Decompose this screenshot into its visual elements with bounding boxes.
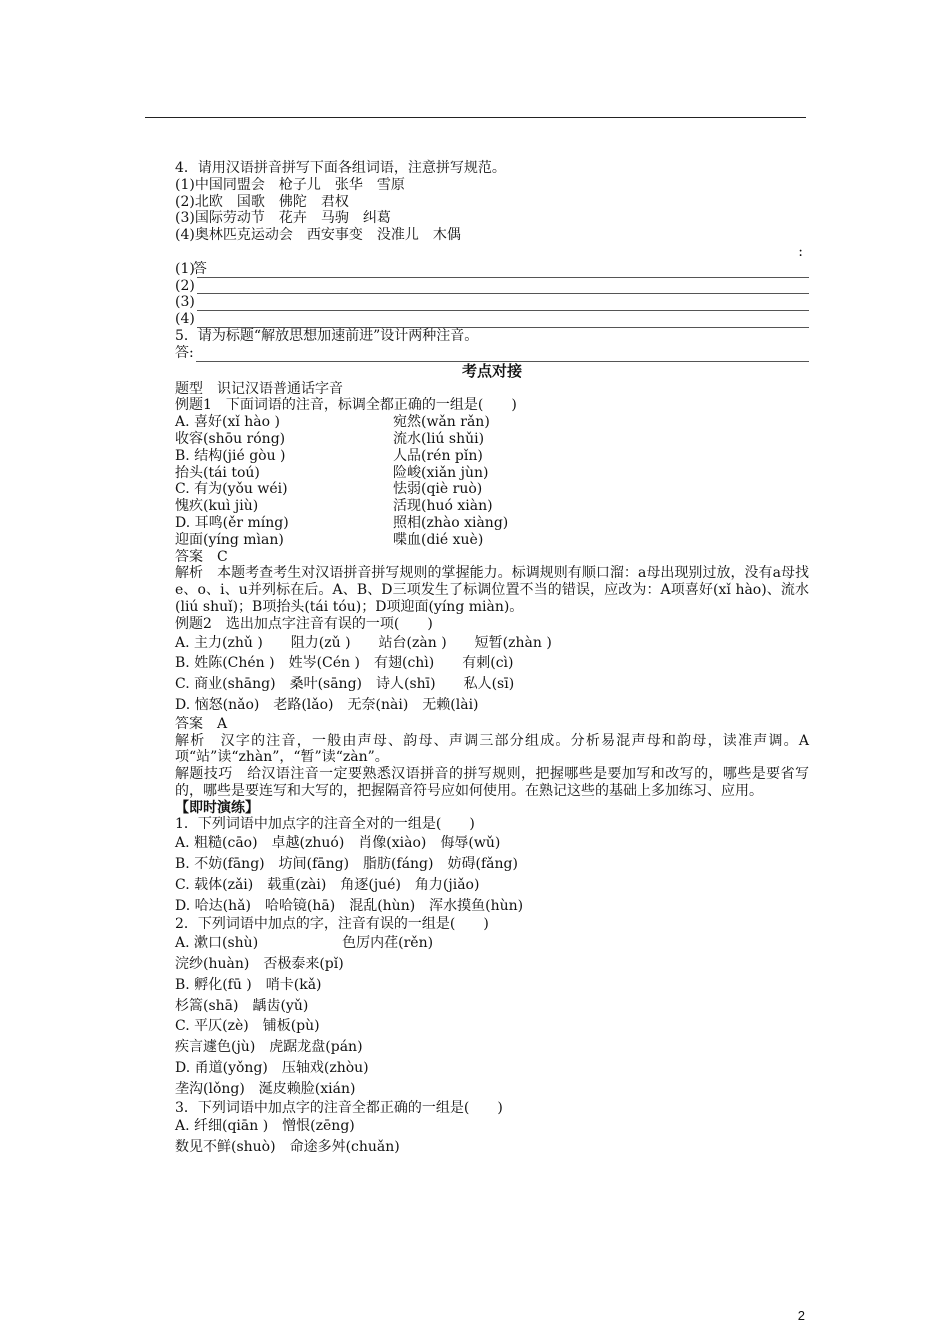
blank-label: (1) bbox=[175, 260, 195, 277]
practice-q2-line: 杉篙(shā) 龋齿(yǔ) bbox=[175, 997, 309, 1014]
practice-q3-line: 数见不鲜(shuò) 命途多舛(chuǎn) bbox=[175, 1139, 400, 1156]
example2-option: C. 商业(shāng) 桑叶(sāng) 诗人(shī) 私人(sī) bbox=[175, 676, 515, 693]
q5-answer-blank[interactable] bbox=[175, 345, 809, 362]
q5-stem: 5．请为标题“解放思想加速前进”设计两种注音。 bbox=[175, 327, 479, 344]
option-right: 险峻(xiǎn jùn) bbox=[393, 464, 489, 481]
example2-option: A. 主力(zhǔ ) 阻力(zǔ ) 站台(zàn ) 短暂(zhàn ) bbox=[175, 634, 552, 651]
practice-q2-stem: 2．下列词语中加点的字，注音有误的一组是( ) bbox=[175, 916, 489, 933]
practice-q3-line: A. 纤细(qiān ) 憎恨(zēng) bbox=[175, 1118, 355, 1135]
q4-item: (4)奥林匹克运动会 西安事变 没准儿 木偶 bbox=[175, 227, 461, 244]
practice-q1-option: D. 哈达(hǎ) 哈哈镜(hā) 混乱(hùn) 浑水摸鱼(hùn) bbox=[175, 897, 524, 914]
example1-option-row bbox=[175, 431, 809, 448]
answer-line bbox=[197, 282, 809, 294]
option-left: 抬头(tái toú) bbox=[175, 464, 260, 481]
practice-q2-line: A. 漱口(shù) 色厉内荏(rěn) bbox=[175, 935, 434, 952]
topic-heading: 题型 识记汉语普通话字音 bbox=[175, 380, 343, 397]
q5-answer-label: 答: bbox=[175, 344, 194, 361]
option-right: 怯弱(qiè ruò) bbox=[393, 481, 483, 498]
option-left: 愧疚(kuì jiù) bbox=[175, 498, 259, 515]
practice-q1-option: A. 粗糙(cāo) 卓越(zhuó) 肖像(xiào) 侮辱(wǔ) bbox=[175, 835, 501, 852]
q4-item: (1)中国同盟会 枪子儿 张华 雪原 bbox=[175, 176, 405, 193]
option-left: A. 喜好(xǐ hào ) bbox=[175, 414, 280, 431]
practice-q1-option: C. 载体(zǎi) 载重(zài) 角逐(jué) 角力(jiǎo) bbox=[175, 876, 480, 893]
example2-option: D. 恼怒(nǎo) 老路(lǎo) 无奈(nài) 无赖(lài) bbox=[175, 696, 479, 713]
practice-q2-line: 浣纱(huàn) 否极泰来(pǐ) bbox=[175, 956, 344, 973]
practice-q1-stem: 1．下列词语中加点字的注音全对的一组是( ) bbox=[175, 816, 475, 833]
q4-answer-blank[interactable] bbox=[175, 278, 809, 295]
example1-option-row bbox=[175, 515, 809, 532]
example1-analysis: 解析 本题考查考生对汉语拼音拼写规则的掌握能力。标调规则有顺口溜：a母出现别过放，没有a母找e、o、i、u并列标在后。A、B、D三项发生了标调位置不当的错误，应改为：A项喜好(xǐ hào)、流水(liú shuǐ)；B项抬头(tái tóu)；D项迎面(yíng miàn)。 bbox=[175, 565, 809, 615]
option-right: 喋血(dié xuè) bbox=[393, 531, 484, 548]
example1-option-row bbox=[175, 465, 809, 482]
answer-line bbox=[197, 299, 809, 311]
answer-line bbox=[196, 350, 809, 362]
document-body bbox=[175, 160, 809, 1158]
example2-analysis: 解析 汉字的注音，一般由声母、韵母、声调三部分组成。分析易混声母和韵母，读准声调。A项“站”读“zhàn”，“暂”读“zàn”。 bbox=[175, 732, 809, 766]
q4-item: (3)国际劳动节 花卉 马驹 纠葛 bbox=[175, 210, 391, 227]
example1-stem: 例题1 下面词语的注音，标调全都正确的一组是( ) bbox=[175, 397, 517, 414]
example1-option-row bbox=[175, 532, 809, 549]
solving-tip: 解题技巧 给汉语注音一定要熟悉汉语拼音的拼写规则，把握哪些是要加写和改写的，哪些是要省写的，哪些是要连写和大写的，把握隔音符号应如何使用。在熟记这些的基础上多加练习、应用。 bbox=[175, 766, 809, 799]
page-number: 2 bbox=[797, 1308, 805, 1323]
option-right: 人品(rén pǐn) bbox=[393, 447, 483, 464]
example2-answer: 答案 A bbox=[175, 715, 228, 732]
q4-item: (2)北欧 国歌 佛陀 君权 bbox=[175, 193, 349, 210]
practice-q2-line: C. 平仄(zè) 铺板(pù) bbox=[175, 1018, 320, 1035]
option-left: C. 有为(yǒu wéi) bbox=[175, 481, 288, 498]
section-title: 考点对接 bbox=[461, 361, 522, 380]
practice-q2-line: 疾言遽色(jù) 虎踞龙盘(pán) bbox=[175, 1039, 363, 1056]
option-right: 宛然(wǎn rǎn) bbox=[393, 414, 490, 431]
example1-options bbox=[175, 414, 809, 548]
q4-answer-colon: : bbox=[798, 243, 803, 260]
option-right: 流水(liú shǔi) bbox=[393, 430, 485, 447]
q4-answer-label-row bbox=[175, 243, 809, 277]
example1-option-row bbox=[175, 448, 809, 465]
q4-stem: 4．请用汉语拼音拼写下面各组词语，注意拼写规范。 bbox=[175, 160, 506, 176]
example1-option-row bbox=[175, 481, 809, 498]
practice-q1-option: B. 不妨(fāng) 坊间(fāng) 脂肪(fáng) 妨碍(fǎng) bbox=[175, 856, 518, 873]
practice-q2-line: D. 甬道(yǒng) 压轴戏(zhòu) bbox=[175, 1060, 369, 1077]
q4-answer-label: 答 bbox=[192, 260, 207, 277]
example1-option-row bbox=[175, 414, 809, 431]
q4-answer-blank[interactable] bbox=[175, 311, 809, 328]
q4-answer-blank[interactable] bbox=[175, 261, 809, 278]
option-left: 收容(shōu róng) bbox=[175, 430, 286, 447]
blank-label: (2) bbox=[175, 277, 195, 294]
example1-option-row bbox=[175, 498, 809, 515]
example2-option: B. 姓陈(Chén ) 姓岑(Cén ) 有翅(chì) 有刺(cì) bbox=[175, 655, 514, 672]
option-left: 迎面(yíng mìan) bbox=[175, 531, 284, 548]
option-right: 照相(zhào xiàng) bbox=[393, 514, 509, 531]
practice-heading: 【即时演练】 bbox=[175, 799, 259, 816]
answer-line bbox=[197, 266, 809, 278]
q4-answer-blank[interactable] bbox=[175, 294, 809, 311]
blank-label: (4) bbox=[175, 311, 195, 328]
blank-label: (3) bbox=[175, 294, 195, 311]
option-right: 活现(huó xiàn) bbox=[393, 498, 493, 515]
practice-q2-line: B. 孵化(fū ) 哨卡(kǎ) bbox=[175, 976, 322, 993]
example1-answer: 答案 C bbox=[175, 548, 228, 565]
option-left: D. 耳鸣(ěr míng) bbox=[175, 514, 289, 531]
header-rule bbox=[145, 117, 806, 118]
practice-q3-stem: 3．下列词语中加点字的注音全都正确的一组是( ) bbox=[175, 1099, 503, 1116]
practice-q2-line: 垄沟(lǒng) 涎皮赖脸(xián) bbox=[175, 1080, 356, 1097]
example2-stem: 例题2 选出加点字注音有误的一项( ) bbox=[175, 615, 433, 632]
option-left: B. 结构(jié gòu ) bbox=[175, 447, 286, 464]
answer-line bbox=[197, 316, 809, 328]
